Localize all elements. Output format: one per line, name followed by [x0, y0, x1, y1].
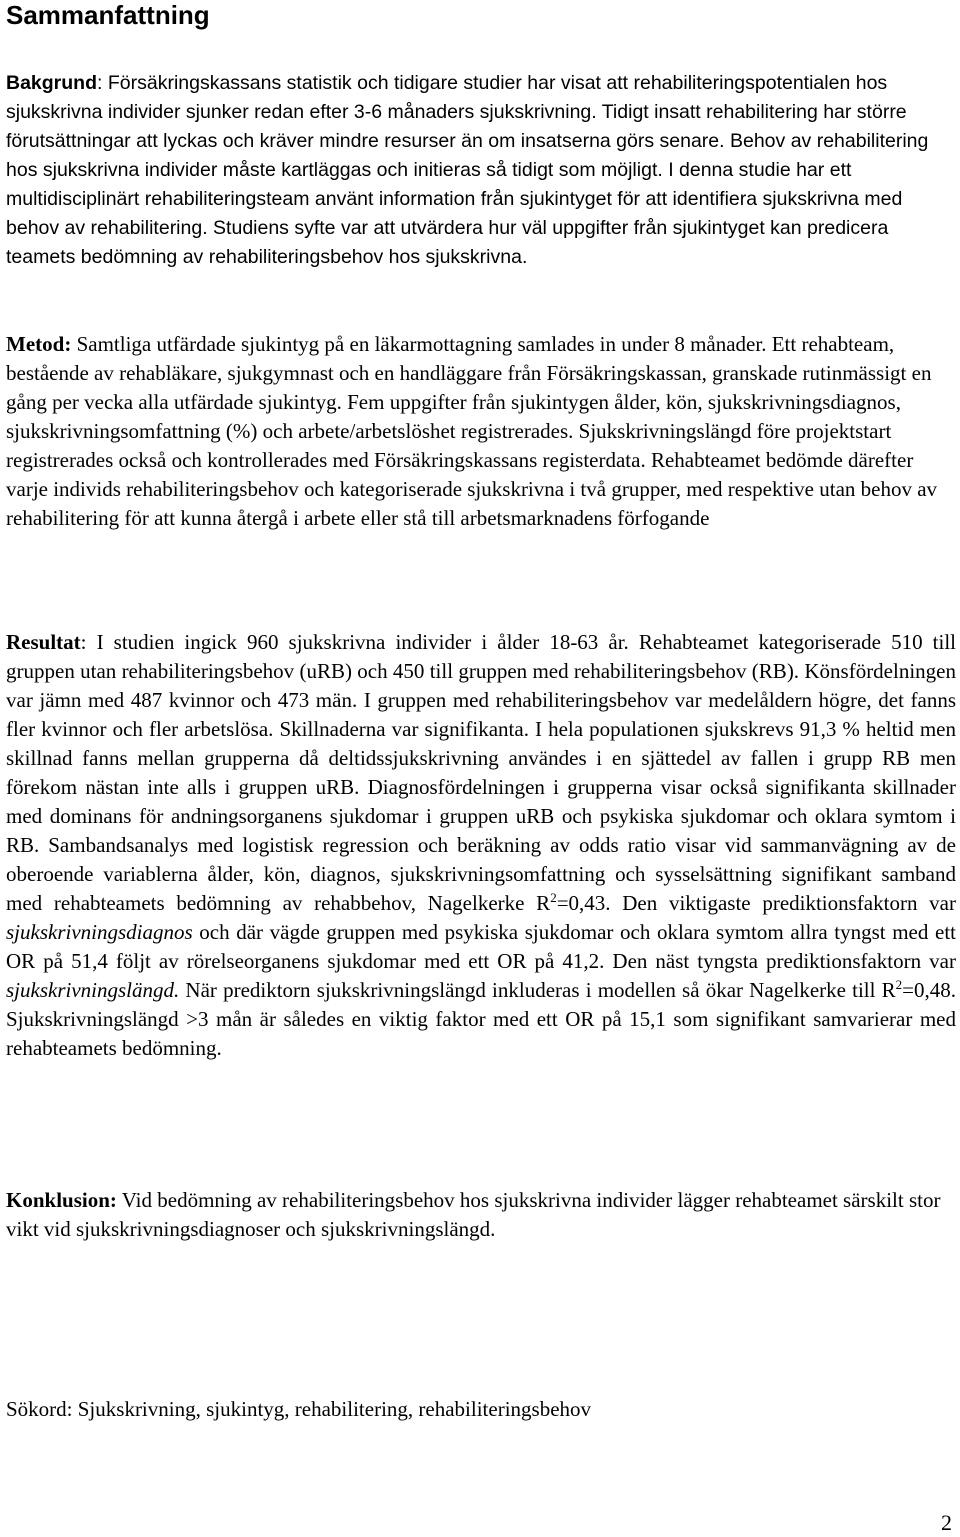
resultat-text-3: och där vägde gruppen med psykiska sjukdomar och oklara symtom allra tyngst med ett OR på 51,4 följt av rörelseorganens sjukdomar med ett OR på 41,2. Den näst tyngsta prediktionsfaktorn var	[6, 920, 956, 973]
bakgrund-paragraph	[6, 69, 956, 272]
keywords-line: Sökord: Sjukskrivning, sjukintyg, rehabilitering, rehabiliteringsbehov	[6, 1397, 592, 1421]
resultat-emphasis-1: sjukskrivningsdiagnos	[6, 920, 193, 944]
bakgrund-text: Försäkringskassans statistik och tidigare studier har visat att rehabiliteringspotentialen hos sjukskrivna individer sjunker redan efter 3-6 månaders sjukskrivning. Tidigt insatt rehabilitering har större förutsättningar att lyckas och kräver mindre resurser än om insatserna görs senare. Behov av rehabilitering hos sjukskrivna individer måste kartläggas och initieras så tidigt som möjligt. I denna studie har ett multidisciplinärt rehabiliteringsteam använt information från sjukintyget för att identifiera sjukskrivna med behov av rehabilitering. Studiens syfte var att utvärdera hur väl uppgifter från sjukintyget kan predicera teamets bedömning av rehabiliteringsbehov hos sjukskrivna.	[6, 72, 929, 268]
resultat-text-4: När prediktorn sjukskrivningslängd inkluderas i modellen så ökar Nagelkerke till R	[179, 978, 896, 1002]
page-number: 2	[941, 1510, 952, 1535]
resultat-text-5: =0,48. Sjukskrivningslängd >3 mån är således en viktig faktor med ett OR på 15,1 som signifikant samvarierar med rehabteamets bedömning.	[6, 978, 956, 1060]
r-squared-superscript-1: 2	[550, 890, 557, 905]
metod-label: Metod:	[6, 332, 72, 356]
metod-paragraph	[6, 330, 956, 533]
resultat-colon: :	[80, 630, 87, 654]
metod-text: Samtliga utfärdade sjukintyg på en läkarmottagning samlades in under 8 månader. Ett rehabteam, bestående av rehabläkare, sjukgymnast och en handläggare från Försäkringskassan, granskade rutinmässigt en gång per vecka alla utfärdade sjukintyg. Fem uppgifter från sjukintygen ålder, kön, sjukskrivningsdiagnos, sjukskrivningsomfattning (%) och arbete/arbetslöshet registrerades. Sjukskrivningslängd före projektstart registrerades också och kontrollerades med Försäkringskassans registerdata. Rehabteamet bedömde därefter varje individs rehabiliteringsbehov och kategoriserade sjukskrivna i två grupper, med respektive utan behov av rehabilitering för att kunna återgå i arbete eller stå till arbetsmarknadens förfogande	[6, 332, 938, 530]
konklusion-text: Vid bedömning av rehabiliteringsbehov hos sjukskrivna individer lägger rehabteamet särskilt stor vikt vid sjukskrivningsdiagnoser och sjukskrivningslängd.	[6, 1188, 941, 1241]
resultat-emphasis-2: sjukskrivningslängd.	[6, 978, 180, 1002]
page-title: Sammanfattning	[6, 0, 210, 30]
bakgrund-colon: :	[97, 72, 103, 94]
r-squared-superscript-2: 2	[895, 977, 903, 992]
bakgrund-label: Bakgrund	[6, 72, 98, 94]
resultat-label: Resultat	[6, 630, 81, 654]
konklusion-label: Konklusion:	[6, 1188, 117, 1212]
konklusion-paragraph	[6, 1186, 956, 1244]
resultat-text-1: I studien ingick 960 sjukskrivna individer i ålder 18-63 år. Rehabteamet kategoriserade 510 till gruppen utan rehabiliteringsbehov (uRB) och 450 till gruppen med rehabiliteringsbehov (RB). Könsfördelningen var jämn med 487 kvinnor och 473 män. I gruppen med rehabiliteringsbehov var medelåldern högre, det fanns fler kvinnor och fler arbetslösa. Skillnaderna var signifikanta. I hela populationen sjukskrevs 91,3 % heltid men skillnad fanns mellan grupperna då deltidssjukskrivning användes i en sjättedel av fallen i grupp RB men förekom nästan inte alls i gruppen uRB. Diagnosfördelningen i grupperna visar också signifikanta skillnader med dominans för andningsorganens sjukdomar i gruppen uRB och psykiska sjukdomar och oklara symtom i RB. Sambandsanalys med logistisk regression och beräkning av odds ratio visar vid sammanvägning av de oberoende variablerna ålder, kön, diagnos, sjukskrivningsomfattning och sysselsättning signifikant samband med rehabteamets bedömning av rehabbehov, Nagelkerke R	[6, 630, 956, 915]
resultat-text-2: =0,43. Den viktigaste prediktionsfaktorn var	[556, 891, 956, 915]
document-page	[6, 0, 956, 1537]
resultat-paragraph	[6, 628, 956, 1063]
